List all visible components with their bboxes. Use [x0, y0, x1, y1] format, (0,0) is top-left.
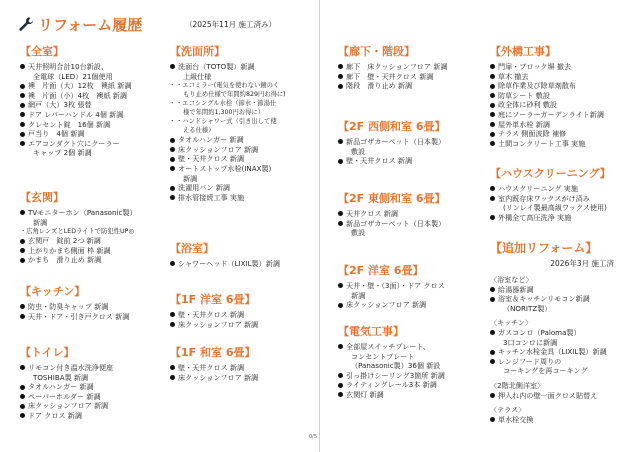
section-house-cleaning	[490, 167, 611, 222]
list-item: 床クッションフロア 新調	[338, 300, 445, 310]
list-item: 襖 片面（小）4枚 襖紙 新調	[20, 91, 132, 101]
list-item: 戸当り 4個 新調	[20, 129, 132, 139]
section-heading: 【トイレ】	[20, 346, 75, 359]
section-heading: 【浴室】	[170, 242, 214, 255]
list-item: 床クッションフロア 新調	[170, 320, 258, 330]
list-item: 敷設	[351, 228, 366, 238]
list-item: 新調	[183, 173, 198, 183]
list-item: 天井・ドア・引き戸クロス 新調	[20, 312, 129, 322]
list-item: 壁・天井クロス 新調	[170, 154, 286, 164]
section-yokushitsu	[170, 242, 280, 269]
item-list	[20, 62, 132, 158]
list-item: 新品ゴザカーペット（日本製）	[338, 219, 445, 229]
list-item: 〈浴室など〉	[490, 275, 533, 284]
list-item: 玄関灯 新調	[338, 390, 445, 400]
section-heading: 【ハウスクリーニング】	[490, 167, 611, 180]
list-item: ドア クロス 新調	[20, 411, 113, 421]
list-item: 床クッションフロア 新調	[170, 373, 258, 383]
list-item: タオルハンガー 新調	[170, 135, 286, 145]
list-item: （Panasonic製）36個 新設	[351, 361, 441, 371]
list-item: 引っ掛けシーリング3箇所 新調	[338, 371, 445, 381]
title-text: リフォーム履歴	[38, 15, 143, 34]
list-item: 屋外単水栓 新調	[490, 120, 604, 130]
section-denki-koji	[338, 325, 445, 400]
section-gaikou-koji	[490, 45, 604, 148]
list-item: 〈テラス〉	[490, 405, 526, 415]
list-item: 廊下 床クッションフロア 新調	[338, 62, 447, 72]
item-list	[20, 208, 137, 265]
section-heading: 【外構工事】	[490, 45, 556, 58]
list-item: 防草シート 敷設	[490, 91, 604, 101]
list-item: 新調	[33, 217, 48, 227]
section-heading: 【キッチン】	[20, 285, 86, 298]
list-item: 天井・壁・（3面）・ドア クロス	[338, 281, 445, 291]
list-item: 上級仕様	[183, 71, 212, 81]
section-toilet	[20, 346, 113, 421]
list-item: 襖 片面（大）12枚 襖紙 新調	[20, 81, 132, 91]
list-item: 階段 滑り止め 新調	[338, 81, 447, 91]
list-item: ガスコンロ（Paloma製）	[490, 328, 614, 338]
additional-reform-date: 2026年3月 施工済	[550, 259, 614, 268]
section-heading: 【全室】	[20, 45, 64, 58]
list-item: 〈キッチン〉	[490, 318, 533, 328]
section-heading: 【1F 和室 6畳】	[170, 346, 256, 359]
item-list	[490, 62, 604, 148]
list-item: 土間コンクリート工事 実施	[490, 139, 604, 149]
item-list	[20, 302, 129, 321]
list-item: 門扉・ブロック塀 撤去	[490, 62, 604, 72]
list-item: ハウスクリーニング 実施	[490, 184, 611, 194]
list-item: 浴室＆キッチンリモコン新調	[490, 294, 614, 304]
section-senmen	[170, 45, 286, 202]
list-item: クレセント錠 16個 新調	[20, 120, 132, 130]
section-2f-nishi-washitsu	[338, 120, 445, 166]
item-list	[338, 209, 445, 238]
section-heading: 【2F 東側和室 6畳】	[338, 192, 446, 205]
list-item: タオルハンガー 新調	[20, 382, 113, 392]
list-item: 全部屋スイッチプレート、	[338, 342, 445, 352]
item-list	[338, 137, 445, 166]
list-item: ライティングレール3本 新調	[338, 380, 445, 390]
list-item: 洗濯用パン 新調	[170, 183, 286, 193]
list-item: 床クッションフロア 新調	[170, 145, 286, 155]
list-item: 廊下 壁・天井クロス 新調	[338, 72, 447, 82]
item-list	[490, 275, 614, 424]
list-item: シャワーヘッド（LIXIL製）新調	[170, 259, 280, 269]
item-list	[170, 259, 280, 269]
list-item: 3口コンロに新調	[503, 337, 558, 347]
list-item: ・ ・エコシングル水栓（節水・節湯仕	[170, 99, 286, 108]
list-item: 単水栓交換	[490, 415, 614, 425]
list-item: キッチン水栓金具（LIXIL製）新調	[490, 347, 614, 357]
section-heading: 【1F 洋室 6畳】	[170, 293, 256, 306]
list-item: （NORITZ製）	[503, 303, 552, 313]
list-item: える仕様）	[183, 127, 215, 135]
list-item: キャップ 2個 新調	[33, 148, 92, 158]
list-item: ・ ・ハンドシャワー式（引き出して使	[170, 117, 286, 126]
page-divider	[319, 0, 320, 452]
list-item: レンジフード周りの	[490, 357, 614, 367]
section-kitchen	[20, 285, 129, 321]
list-item: 押入れ内の壁一面クロス貼替え	[490, 391, 614, 401]
section-heading: 【2F 洋室 6畳】	[338, 264, 424, 277]
section-heading: 【2F 西側和室 6畳】	[338, 120, 446, 133]
list-item: 庭にソーラーガーデンライト新調	[490, 110, 604, 120]
list-item: 上がりかまち側面 枠 新調	[20, 246, 137, 256]
list-item: ・広角レンズとLEDライトで防犯性UP◎	[20, 228, 134, 236]
list-item: 玄関戸 錠前 2つ 新調	[20, 236, 137, 246]
section-heading: 【追加リフォーム】	[490, 241, 598, 255]
list-item: エアコンダクト穴にクーラー	[20, 139, 132, 149]
section-zenshitsu	[20, 45, 132, 158]
list-item: 草木 撤去	[490, 72, 604, 82]
list-item: 給湯器新調	[490, 285, 614, 295]
list-item: 壁・天井クロス 新調	[170, 310, 258, 320]
list-item: 天井クロス 新調	[338, 209, 445, 219]
section-heading: 【廊下・階段】	[338, 45, 415, 58]
list-item: 壁・天井クロス 新調	[170, 363, 258, 373]
list-item: ドア レバーハンドル 4個 新調	[20, 110, 132, 120]
list-item: TOSHIBA製 新調	[33, 372, 89, 382]
section-1f-washitsu	[170, 346, 258, 382]
item-list	[170, 62, 286, 202]
item-list	[170, 363, 258, 382]
list-item: 様で年間約1,300円お得に）	[183, 109, 264, 117]
item-list	[338, 281, 445, 310]
item-list	[338, 62, 447, 91]
item-list	[338, 342, 445, 400]
construction-date: （2025年11月 施工済み）	[185, 20, 277, 29]
item-list	[170, 310, 258, 329]
list-item: コンセントプレート	[351, 351, 415, 361]
section-1f-yoshitsu	[170, 293, 258, 329]
section-2f-yoshitsu	[338, 264, 445, 310]
list-item: 壁・天井クロス 新調	[338, 156, 445, 166]
list-item: 床クッションフロア 新調	[20, 401, 113, 411]
list-item: テラス 側面波除 補修	[490, 129, 604, 139]
page-number: 0/5	[309, 434, 318, 440]
list-item: 天井照明合計10台新設、	[20, 62, 132, 72]
document-title	[18, 14, 142, 34]
list-item: TVモニターホン（Panasonic製）	[20, 208, 137, 218]
list-item: 敷設	[351, 146, 366, 156]
list-item: 外構全て高圧洗浄 実施	[490, 213, 611, 223]
list-item: もり止め仕様で年間約829円お得に)	[183, 91, 286, 99]
section-rouka-kaidan	[338, 45, 447, 91]
section-heading: 【玄関】	[20, 191, 64, 204]
section-tsuika-reform	[490, 241, 614, 424]
item-list	[490, 184, 611, 222]
list-item: 防虫・防臭キャップ 新調	[20, 302, 129, 312]
list-item: 室内既存床ワックスがけ済み	[490, 194, 611, 204]
section-genkan	[20, 191, 137, 265]
list-item: 洗面台（TOTO製）新調	[170, 62, 286, 72]
list-item: 網戸（大）3枚 張替	[20, 100, 132, 110]
wrench-icon	[18, 16, 34, 32]
item-list	[20, 363, 113, 421]
list-item: オートストップ水栓(INAX製)	[170, 164, 286, 174]
section-2f-higashi-washitsu	[338, 192, 445, 238]
list-item: 除草作業及び除草剤散布	[490, 81, 604, 91]
list-item: 政全体に砂利 敷設	[490, 100, 604, 110]
section-heading: 【電気工事】	[338, 325, 404, 338]
list-item: 〈2階北側洋室〉	[490, 380, 545, 390]
list-item: リモコン付き温水洗浄便座	[20, 363, 113, 373]
list-item: ペーパーホルダー 新調	[20, 392, 113, 402]
list-item: 新調	[351, 290, 366, 300]
list-item: 排水管接続工事 実施	[170, 193, 286, 203]
list-item: (リンレイ製最高級ワックス使用)	[503, 203, 607, 213]
list-item: コーキングを再コーキング	[503, 366, 588, 376]
list-item: ・ ・エコミラー(電気を使わない鏡のく	[170, 81, 286, 90]
list-item: 全電球（LED）21個使用	[33, 71, 113, 81]
list-item: かまち 滑り止め 新調	[20, 255, 137, 265]
list-item: 新品ゴザカーペット（日本製）	[338, 137, 445, 147]
section-heading: 【洗面所】	[170, 45, 225, 58]
